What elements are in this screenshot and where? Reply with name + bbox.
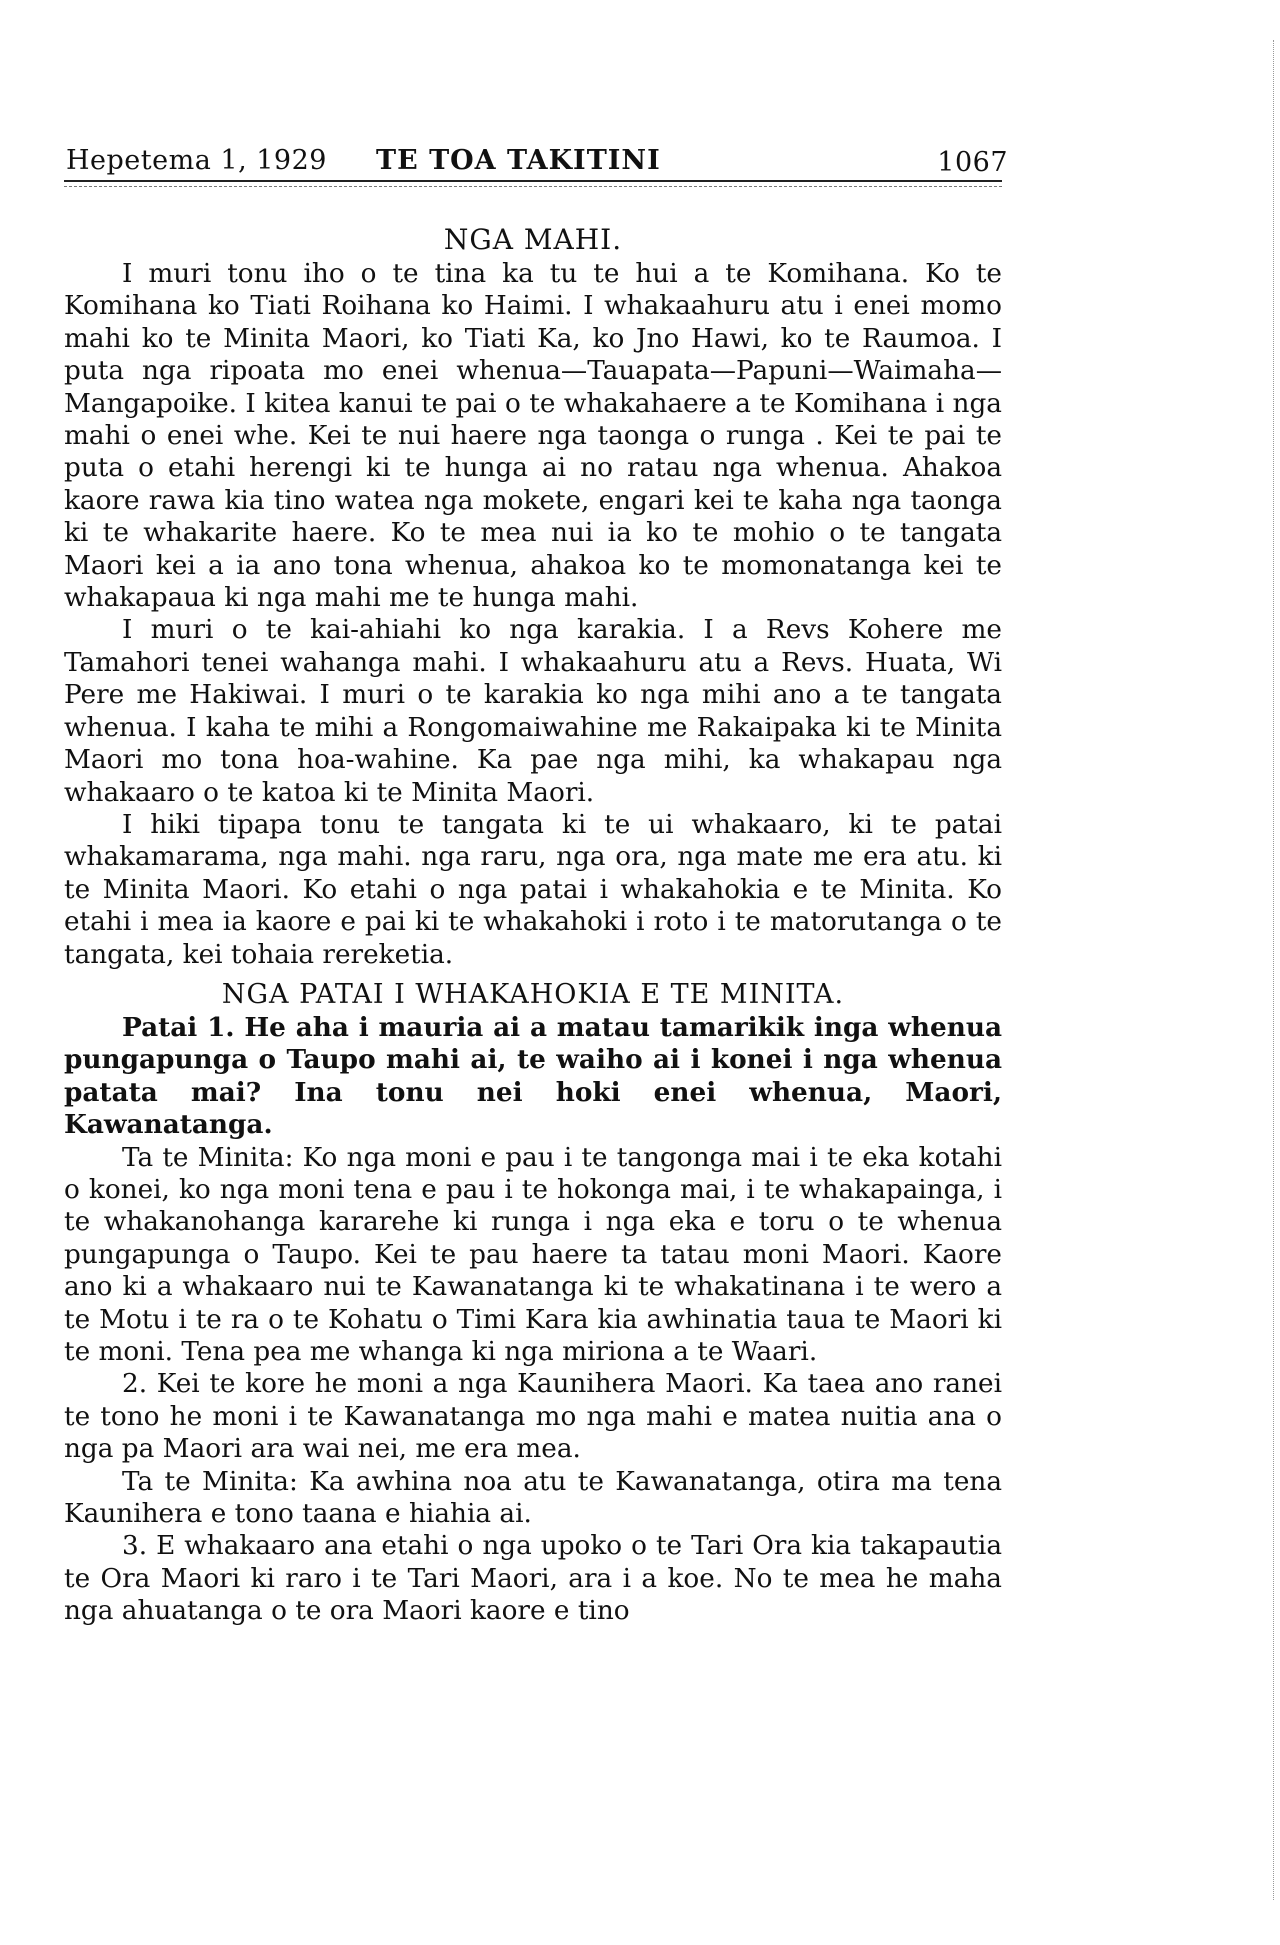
- scan-edge: [1259, 40, 1274, 1900]
- paragraph-3: I hiki tipapa tonu te tangata ki te ui whakaaro, ki te patai whakamarama, nga mahi. nga raru, nga ora, nga mate me era atu. ki te Minita Maori. Ko etahi o nga patai i whakahokia e te Minita. Ko etahi i mea ia kaore e pai ki te whakahoki i roto i te matorutanga o te tangata, kei tohaia rereketia.: [64, 809, 1002, 970]
- header-title: TE TOA TAKITINI: [376, 145, 661, 176]
- page: [64, 140, 1008, 1628]
- question-3: 3. E whakaaro ana etahi o nga upoko o te Tari Ora kia takapautia te Ora Maori ki raro i te Tari Maori, ara i a koe. No te mea he maha nga ahuatanga o te ora Maori kaore e tino: [64, 1531, 1002, 1627]
- header-rule-secondary: [64, 186, 1002, 187]
- header-rule: [64, 180, 1002, 182]
- paragraph-2: I muri o te kai-ahiahi ko nga karakia. I a Revs Kohere me Tamahori tenei wahanga mahi. I whakaahuru atu a Revs. Huata, Wi Pere me Hakiwai. I muri o te karakia ko nga mihi ano a te tangata whenua. I kaha te mihi a Rongomaiwahine me Rakaipaka ki te Minita Maori mo tona hoa-wahine. Ka pae nga mihi, ka whakapau nga whakaaro o te katoa ki te Minita Maori.: [64, 615, 1002, 808]
- header-date: Hepetema 1, 1929: [66, 145, 327, 176]
- page-number: 1067: [937, 147, 1008, 178]
- question-1: Patai 1. He aha i mauria ai a matau tamarikik inga whenua pungapunga o Taupo mahi ai, te waiho ai i konei i nga whenua patata mai? Ina tonu nei hoki enei whenua, Maori, Kawanatanga.: [64, 1011, 1002, 1141]
- question-2: 2. Kei te kore he moni a nga Kaunihera Maori. Ka taea ano ranei te tono he moni i te Kawanatanga mo nga mahi e matea nuitia ana o nga pa Maori ara wai nei, me era mea.: [64, 1369, 1002, 1465]
- section-heading-nga-patai: NGA PATAI I WHAKAHOKIA E TE MINITA.: [221, 978, 845, 1010]
- paragraph-1: I muri tonu iho o te tina ka tu te hui a te Komihana. Ko te Komihana ko Tiati Roihana ko Haimi. I whakaahuru atu i enei momo mahi ko te Minita Maori, ko Tiati Ka, ko Jno Hawi, ko te Raumoa. I puta nga ripoata mo enei whenua—Tauapata—Papuni—Waimaha—Mangapoike. I kitea kanui te pai o te whakahaere a te Komihana i nga mahi o enei whe. Kei te nui haere nga taonga o runga . Kei te pai te puta o etahi herengi ki te hunga ai no ratau nga whenua. Ahakoa kaore rawa kia tino watea nga mokete, engari kei te kaha nga taonga ki te whakarite haere. Ko te mea nui ia ko te mohio o te tangata Maori kei a ia ano tona whenua, ahakoa ko te momonatanga kei te whakapaua ki nga mahi me te hunga mahi.: [64, 259, 1002, 614]
- section-heading-nga-mahi: NGA MAHI.: [443, 223, 623, 256]
- answer-2: Ta te Minita: Ka awhina noa atu te Kawanatanga, otira ma tena Kaunihera e tono taana e hiahia ai.: [64, 1466, 1002, 1530]
- answer-1: Ta te Minita: Ko nga moni e pau i te tangonga mai i te eka kotahi o konei, ko nga moni tena e pau i te hokonga mai, i te whakapainga, i te whakanohanga kararehe ki runga i nga eka e toru o te whenua pungapunga o Taupo. Kei te pau haere ta tatau moni Maori. Kaore ano ki a whakaaro nui te Kawanatanga ki te whakatinana i te wero a te Motu i te ra o te Kohatu o Timi Kara kia awhinatia taua te Maori ki te moni. Tena pea me whanga ki nga miriona a te Waari.: [64, 1142, 1002, 1367]
- running-header: [64, 140, 1008, 180]
